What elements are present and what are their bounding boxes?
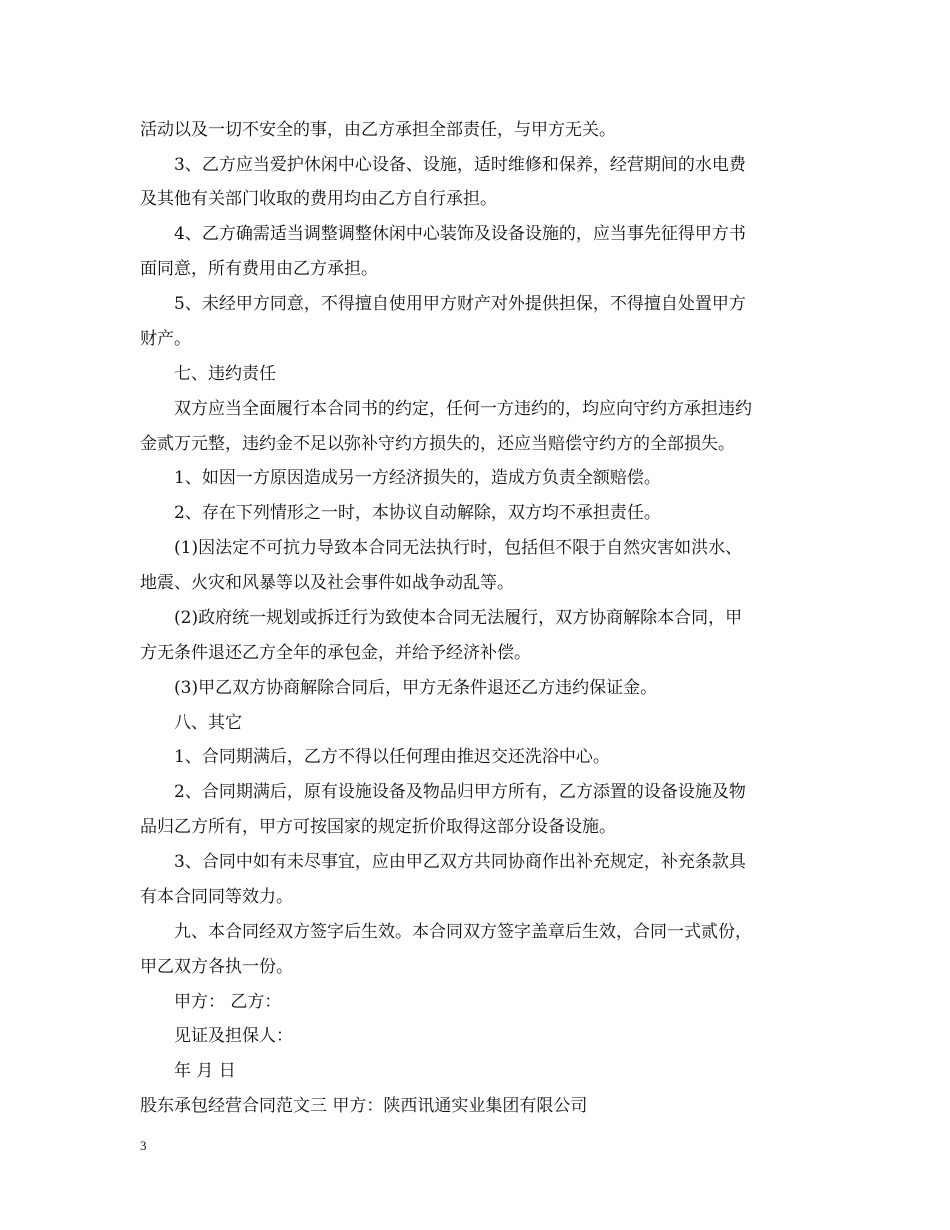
text-line-9: 双方应当全面履行本合同书的约定，任何一方违约的，均应向守约方承担违约: [174, 399, 752, 419]
text-line-25: 甲乙双方各执一份。: [140, 957, 293, 977]
text-line-1: 活动以及一切不安全的事，由乙方承担全部责任，与甲方无关。: [140, 120, 616, 140]
text-line-5: 面同意，所有费用由乙方承担。: [140, 259, 378, 279]
signature-parties: 甲方： 乙方：: [174, 992, 282, 1012]
text-line-22: 3、合同中如有未尽事宜，应由甲乙双方共同协商作出补充规定，补充条款具: [174, 852, 746, 872]
text-line-14: 地震、火灾和风暴等以及社会事件如战争动乱等。: [140, 573, 514, 593]
text-line-21: 品归乙方所有，甲方可按国家的规定折价取得这部分设备设施。: [140, 817, 616, 837]
text-line-10: 金贰万元整，违约金不足以弥补守约方损失的，还应当赔偿守约方的全部损失。: [140, 434, 735, 454]
text-line-13: (1)因法定不可抗力导致本合同无法执行时，包括但不限于自然灾害如洪水、: [174, 538, 743, 558]
text-line-6: 5、未经甲方同意，不得擅自使用甲方财产对外提供担保，不得擅自处置甲方: [174, 294, 746, 314]
text-line-20: 2、合同期满后，原有设施设备及物品归甲方所有，乙方添置的设备设施及物: [174, 782, 746, 802]
witness-guarantor: 见证及担保人：: [174, 1026, 293, 1046]
text-line-16: 方无条件退还乙方全年的承包金，并给予经济补偿。: [140, 643, 531, 663]
text-line-11: 1、如因一方原因造成另一方经济损失的，造成方负责全额赔偿。: [174, 468, 661, 488]
section-heading-7: 七、违约责任: [174, 364, 276, 384]
page-number: 3: [140, 1138, 147, 1153]
next-document-title: 股东承包经营合同范文三 甲方：陕西讯通实业集团有限公司: [140, 1096, 588, 1116]
text-line-7: 财产。: [140, 329, 191, 349]
text-line-2: 3、乙方应当爱护休闲中心设备、设施，适时维修和保养，经营期间的水电费: [174, 155, 746, 175]
text-line-15: (2)政府统一规划或拆迁行为致使本合同无法履行，双方协商解除本合同，甲: [174, 608, 743, 628]
text-line-12: 2、存在下列情形之一时，本协议自动解除，双方均不承担责任。: [174, 503, 661, 523]
text-line-4: 4、乙方确需适当调整调整休闲中心装饰及设备设施的，应当事先征得甲方书: [174, 224, 746, 244]
text-line-3: 及其他有关部门收取的费用均由乙方自行承担。: [140, 189, 497, 209]
section-heading-9: 九、本合同经双方签字后生效。本合同双方签字盖章后生效，合同一式贰份，: [174, 922, 752, 942]
text-line-23: 有本合同同等效力。: [140, 887, 293, 907]
date-line: 年 月 日: [174, 1061, 236, 1081]
section-heading-8: 八、其它: [174, 713, 242, 733]
text-line-19: 1、合同期满后，乙方不得以任何理由推迟交还洗浴中心。: [174, 747, 610, 767]
text-line-17: (3)甲乙双方协商解除合同后，甲方无条件退还乙方违约保证金。: [174, 678, 658, 698]
